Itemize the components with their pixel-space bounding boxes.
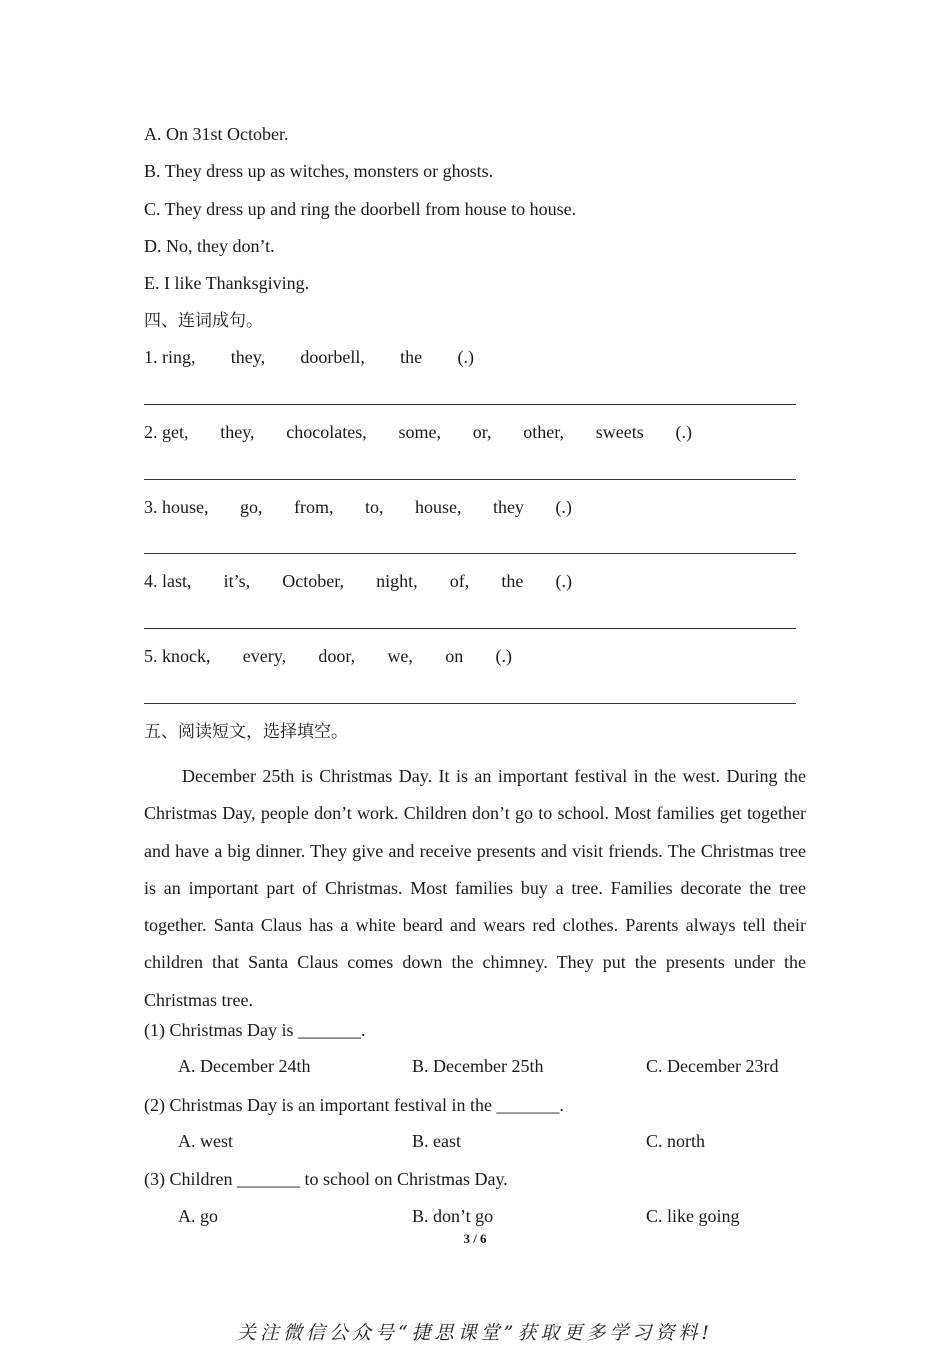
scramble-word: they bbox=[492, 497, 524, 517]
option-a: A. December 24th bbox=[178, 1056, 311, 1076]
question-1: (1) Christmas Day is _______. bbox=[144, 1020, 366, 1040]
scramble-word: October, bbox=[282, 571, 344, 591]
scramble-item-1 bbox=[144, 347, 474, 368]
option-b: B. east bbox=[412, 1131, 461, 1151]
scramble-item-3 bbox=[144, 497, 572, 518]
scramble-word: other, bbox=[523, 422, 565, 442]
answer-line-3 bbox=[144, 553, 796, 554]
footer-promo-text: 关注微信公众号“捷思课堂”获取更多学习资料! bbox=[236, 1322, 714, 1344]
scramble-word: door, bbox=[318, 646, 356, 666]
scramble-word: every, bbox=[242, 646, 287, 666]
worksheet-page bbox=[144, 0, 806, 1344]
scramble-word: (.) bbox=[555, 571, 572, 591]
question-1-options bbox=[178, 1056, 806, 1077]
scramble-item-2 bbox=[144, 422, 692, 443]
question-3-options bbox=[178, 1206, 806, 1227]
question-3: (3) Children _______ to school on Christmas Day. bbox=[144, 1169, 508, 1189]
scramble-word: 5. knock, bbox=[144, 646, 211, 666]
scramble-word: (.) bbox=[495, 646, 512, 666]
scramble-word: 1. ring, bbox=[144, 347, 196, 367]
option-a: A. west bbox=[178, 1131, 233, 1151]
scramble-word: of, bbox=[449, 571, 470, 591]
scramble-word: sweets bbox=[595, 422, 644, 442]
scramble-word: the bbox=[501, 571, 524, 591]
page-number: 3 / 6 bbox=[463, 1231, 487, 1246]
answer-line-5 bbox=[144, 703, 796, 704]
scramble-word: chocolates, bbox=[286, 422, 367, 442]
scramble-word: 2. get, bbox=[144, 422, 189, 442]
scramble-item-5 bbox=[144, 646, 512, 667]
option-b: B. December 25th bbox=[412, 1056, 544, 1076]
scramble-word: go, bbox=[239, 497, 263, 517]
scramble-word: house, bbox=[414, 497, 462, 517]
option-a: A. go bbox=[178, 1206, 218, 1226]
scramble-word: to, bbox=[364, 497, 384, 517]
scramble-item-4 bbox=[144, 571, 572, 592]
answer-line-1 bbox=[144, 404, 796, 405]
answer-line-4 bbox=[144, 628, 796, 629]
answer-option-a: A. On 31st October. bbox=[144, 124, 289, 144]
scramble-word: or, bbox=[472, 422, 492, 442]
scramble-word: from, bbox=[293, 497, 334, 517]
scramble-word: (.) bbox=[457, 347, 474, 367]
reading-passage: December 25th is Christmas Day. It is an important festival in the west. During the Christmas Day, people don’t work. Children don’t go to school. Most families get together and have a big dinner. They give and receive presents and visit friends. The Christmas tree is an important part of Christmas. Most families buy a tree. Families decorate the tree together. Santa Claus has a white beard and wears red clothes. Parents always tell their children that Santa Claus comes down the chimney. They put the presents under the Christmas tree. bbox=[144, 766, 806, 1010]
option-b: B. don’t go bbox=[412, 1206, 494, 1226]
section-4-title: 四、连词成句。 bbox=[144, 311, 263, 331]
scramble-word: they, bbox=[220, 422, 255, 442]
scramble-word: (.) bbox=[555, 497, 572, 517]
option-c: C. December 23rd bbox=[646, 1056, 779, 1076]
option-c: C. north bbox=[646, 1131, 706, 1151]
answer-option-b: B. They dress up as witches, monsters or ghosts. bbox=[144, 161, 494, 181]
scramble-word: night, bbox=[376, 571, 418, 591]
scramble-word: we, bbox=[387, 646, 413, 666]
scramble-word: it’s, bbox=[223, 571, 251, 591]
scramble-word: they, bbox=[230, 347, 266, 367]
scramble-word: some, bbox=[398, 422, 441, 442]
scramble-word: 4. last, bbox=[144, 571, 192, 591]
scramble-word: (.) bbox=[675, 422, 692, 442]
section-5-title: 五、阅读短文，选择填空。 bbox=[144, 722, 348, 742]
question-2-options bbox=[178, 1131, 806, 1152]
scramble-word: the bbox=[400, 347, 423, 367]
question-2: (2) Christmas Day is an important festival in the _______. bbox=[144, 1095, 564, 1115]
answer-option-d: D. No, they don’t. bbox=[144, 236, 275, 256]
scramble-word: 3. house, bbox=[144, 497, 209, 517]
answer-line-2 bbox=[144, 479, 796, 480]
answer-option-e: E. I like Thanksgiving. bbox=[144, 273, 310, 293]
option-c: C. like going bbox=[646, 1206, 740, 1226]
scramble-word: doorbell, bbox=[300, 347, 365, 367]
scramble-word: on bbox=[445, 646, 464, 666]
answer-option-c: C. They dress up and ring the doorbell from house to house. bbox=[144, 199, 577, 219]
